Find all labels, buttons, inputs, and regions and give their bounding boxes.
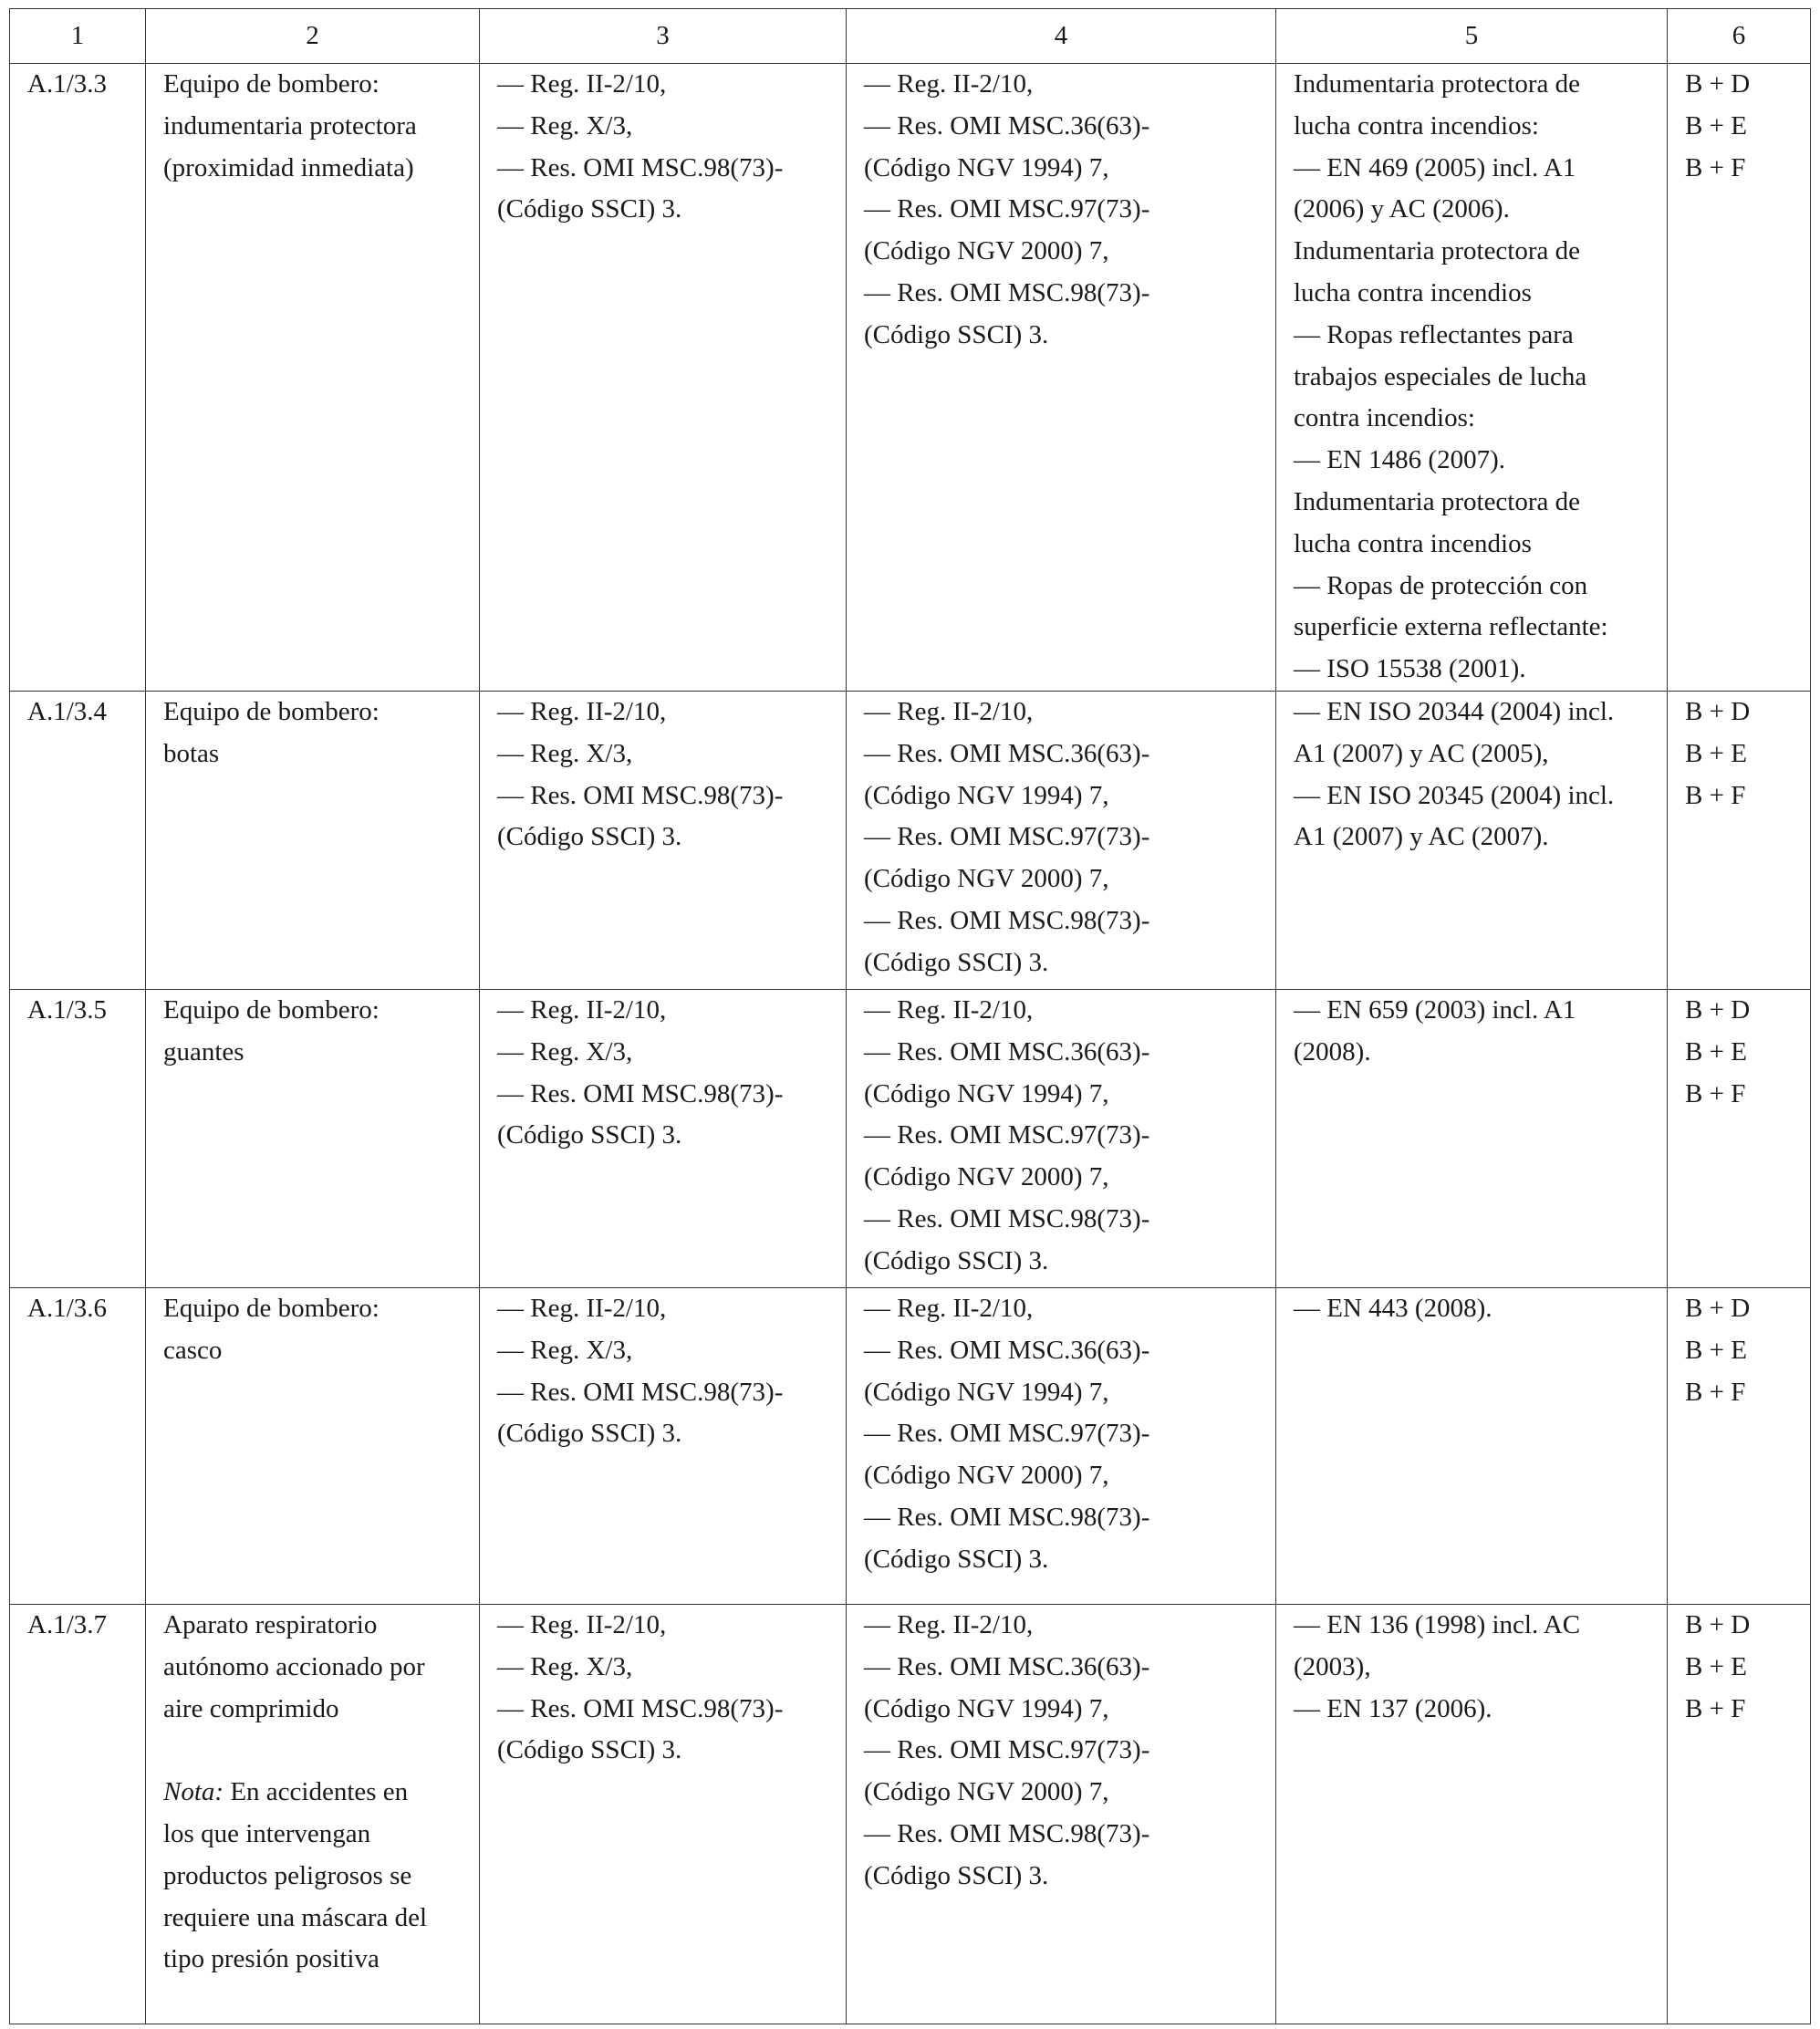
col4-line: — Reg. II-2/10, — [864, 1293, 1034, 1323]
col3-line: — Reg. X/3, — [497, 110, 633, 140]
col5-line: Indumentaria protectora de — [1294, 486, 1581, 516]
col3-line: — Reg. II-2/10, — [497, 994, 667, 1025]
col4-line: — Res. OMI MSC.98(73)- — [864, 1502, 1150, 1532]
col3-line: — Reg. II-2/10, — [497, 1609, 667, 1639]
item-description — [146, 64, 480, 692]
col3-cell — [480, 1287, 847, 1604]
col4-line: (Código NGV 2000) 7, — [864, 1461, 1109, 1491]
col4-cell — [847, 989, 1276, 1287]
column-header-1: 1 — [10, 9, 146, 64]
col4-line: (Código SSCI) 3. — [864, 1544, 1049, 1574]
description-line: Equipo de bombero: — [163, 994, 380, 1025]
col4-line: — Reg. II-2/10, — [864, 69, 1034, 99]
item-code: A.1/3.4 — [10, 691, 146, 989]
col5-line: Indumentaria protectora de — [1294, 236, 1581, 266]
col3-line: — Res. OMI MSC.98(73)- — [497, 780, 784, 810]
col4-line: — Reg. II-2/10, — [864, 696, 1034, 726]
col5-cell — [1276, 989, 1668, 1287]
col4-line: (Código SSCI) 3. — [864, 1860, 1049, 1890]
col4-line: — Res. OMI MSC.97(73)- — [864, 194, 1150, 224]
col4-line: — Reg. II-2/10, — [864, 994, 1034, 1025]
col4-line: — Res. OMI MSC.36(63)- — [864, 738, 1150, 768]
col3-cell — [480, 691, 847, 989]
col4-line: (Código NGV 2000) 7, — [864, 1162, 1109, 1192]
description-line: Equipo de bombero: — [163, 1293, 380, 1323]
col6-line: B + D — [1685, 69, 1751, 99]
col5-cell — [1276, 691, 1668, 989]
col4-line: — Res. OMI MSC.98(73)- — [864, 1203, 1150, 1233]
col3-cell — [480, 989, 847, 1287]
col4-line: — Res. OMI MSC.36(63)- — [864, 1036, 1150, 1067]
col6-cell — [1668, 1604, 1811, 2024]
item-description — [146, 1287, 480, 1604]
col3-line: (Código SSCI) 3. — [497, 1419, 682, 1449]
col4-line: (Código NGV 2000) 7, — [864, 236, 1109, 266]
item-code: A.1/3.7 — [10, 1604, 146, 2024]
col3-line: — Reg. II-2/10, — [497, 1293, 667, 1323]
col5-line: — EN 469 (2005) incl. A1 — [1294, 152, 1576, 182]
col6-line: B + F — [1685, 780, 1746, 810]
col6-line: B + E — [1685, 110, 1747, 140]
description-line: autónomo accionado por — [163, 1651, 425, 1681]
col5-line: — EN 1486 (2007). — [1294, 445, 1505, 475]
col3-line: (Código SSCI) 3. — [497, 1120, 682, 1150]
col5-line: lucha contra incendios — [1294, 277, 1532, 307]
col4-cell — [847, 64, 1276, 692]
col5-line: lucha contra incendios — [1294, 528, 1532, 558]
note-line: requiere una máscara del — [163, 1902, 428, 1932]
col4-line: (Código NGV 2000) 7, — [864, 864, 1109, 894]
col3-line: — Res. OMI MSC.98(73)- — [497, 152, 784, 182]
column-header-6: 6 — [1668, 9, 1811, 64]
note-line: los que intervengan — [163, 1818, 371, 1848]
col3-line: — Res. OMI MSC.98(73)- — [497, 1377, 784, 1407]
col5-line: — EN 659 (2003) incl. A1 — [1294, 994, 1576, 1025]
description-line: Aparato respiratorio — [163, 1609, 378, 1639]
col5-line: lucha contra incendios: — [1294, 110, 1539, 140]
item-description — [146, 691, 480, 989]
description-line: (proximidad inmediata) — [163, 152, 414, 182]
col5-line: trabajos especiales de lucha — [1294, 361, 1587, 391]
col4-line: — Res. OMI MSC.36(63)- — [864, 110, 1150, 140]
col5-line: — EN 443 (2008). — [1294, 1293, 1492, 1323]
col6-line: B + F — [1685, 152, 1746, 182]
col4-line: — Res. OMI MSC.36(63)- — [864, 1335, 1150, 1365]
col5-line: — Ropas reflectantes para — [1294, 319, 1574, 349]
col4-line: (Código NGV 1994) 7, — [864, 1078, 1109, 1108]
col4-line: — Res. OMI MSC.98(73)- — [864, 905, 1150, 935]
col6-line: B + E — [1685, 1335, 1747, 1365]
col6-cell — [1668, 1287, 1811, 1604]
col6-line: B + E — [1685, 1651, 1747, 1681]
col6-line: B + D — [1685, 696, 1751, 726]
col3-line: — Reg. X/3, — [497, 1036, 633, 1067]
item-code: A.1/3.5 — [10, 989, 146, 1287]
col5-line: (2003), — [1294, 1651, 1371, 1681]
col6-line: B + E — [1685, 738, 1747, 768]
col4-line: (Código NGV 2000) 7, — [864, 1777, 1109, 1807]
col4-line: — Res. OMI MSC.36(63)- — [864, 1651, 1150, 1681]
table-row — [10, 691, 1811, 989]
col4-line: (Código NGV 1994) 7, — [864, 152, 1109, 182]
col5-line: contra incendios: — [1294, 403, 1475, 433]
col5-line: (2008). — [1294, 1036, 1371, 1067]
col4-cell — [847, 1604, 1276, 2024]
column-header-4: 4 — [847, 9, 1276, 64]
col4-line: (Código SSCI) 3. — [864, 319, 1049, 349]
item-description — [146, 1604, 480, 2024]
col3-line: — Res. OMI MSC.98(73)- — [497, 1078, 784, 1108]
standards-table — [9, 8, 1811, 2024]
col6-line: B + F — [1685, 1078, 1746, 1108]
col4-line: (Código SSCI) 3. — [864, 1245, 1049, 1275]
col5-line: Indumentaria protectora de — [1294, 69, 1581, 99]
col6-cell — [1668, 691, 1811, 989]
col4-cell — [847, 691, 1276, 989]
header-row — [10, 9, 1811, 64]
col3-cell — [480, 64, 847, 692]
col6-line: B + F — [1685, 1693, 1746, 1723]
column-header-5: 5 — [1276, 9, 1668, 64]
note-line: productos peligrosos se — [163, 1860, 412, 1890]
item-code: A.1/3.3 — [10, 64, 146, 692]
description-line: Equipo de bombero: — [163, 69, 380, 99]
col3-line: — Reg. X/3, — [497, 1651, 633, 1681]
description-line: botas — [163, 738, 220, 768]
col6-line: B + E — [1685, 1036, 1747, 1067]
col4-line: (Código NGV 1994) 7, — [864, 780, 1109, 810]
col6-cell — [1668, 989, 1811, 1287]
col5-cell — [1276, 1604, 1668, 2024]
col5-line: — Ropas de protección con — [1294, 570, 1588, 600]
col5-line: — ISO 15538 (2001). — [1294, 654, 1526, 684]
description-line: aire comprimido — [163, 1693, 339, 1723]
note-line: tipo presión positiva — [163, 1944, 380, 1974]
col3-line: — Reg. X/3, — [497, 738, 633, 768]
col4-line: — Res. OMI MSC.97(73)- — [864, 1735, 1150, 1765]
col4-line: — Res. OMI MSC.98(73)- — [864, 277, 1150, 307]
table-row — [10, 64, 1811, 692]
col6-cell — [1668, 64, 1811, 692]
item-code: A.1/3.6 — [10, 1287, 146, 1604]
col4-line: (Código NGV 1994) 7, — [864, 1693, 1109, 1723]
col4-line: — Res. OMI MSC.97(73)- — [864, 822, 1150, 852]
col5-line: — EN ISO 20344 (2004) incl. — [1294, 696, 1615, 726]
col3-line: — Reg. X/3, — [497, 1335, 633, 1365]
col5-line: — EN 137 (2006). — [1294, 1693, 1492, 1723]
col5-cell — [1276, 64, 1668, 692]
col4-line: — Res. OMI MSC.98(73)- — [864, 1818, 1150, 1848]
col3-line: (Código SSCI) 3. — [497, 1735, 682, 1765]
col4-line: — Reg. II-2/10, — [864, 1609, 1034, 1639]
description-line: casco — [163, 1335, 223, 1365]
table-row — [10, 1604, 1811, 2024]
note-text: En accidentes en — [224, 1777, 409, 1807]
col4-line: (Código NGV 1994) 7, — [864, 1377, 1109, 1407]
paragraph-gap — [163, 1730, 479, 1772]
col3-line: — Reg. II-2/10, — [497, 69, 667, 99]
col6-line: B + D — [1685, 1293, 1751, 1323]
col5-line: — EN 136 (1998) incl. AC — [1294, 1609, 1581, 1639]
col5-line: A1 (2007) y AC (2007). — [1294, 822, 1549, 852]
item-description — [146, 989, 480, 1287]
col4-cell — [847, 1287, 1276, 1604]
col5-line: — EN ISO 20345 (2004) incl. — [1294, 780, 1615, 810]
col6-line: B + D — [1685, 1609, 1751, 1639]
col6-line: B + D — [1685, 994, 1751, 1025]
col4-line: (Código SSCI) 3. — [864, 947, 1049, 977]
col4-line: — Res. OMI MSC.97(73)- — [864, 1419, 1150, 1449]
col3-cell — [480, 1604, 847, 2024]
col5-line: (2006) y AC (2006). — [1294, 194, 1510, 224]
column-header-3: 3 — [480, 9, 847, 64]
column-header-2: 2 — [146, 9, 480, 64]
col6-line: B + F — [1685, 1377, 1746, 1407]
description-line: indumentaria protectora — [163, 110, 417, 140]
note-label: Nota: — [163, 1777, 224, 1807]
table-row — [10, 989, 1811, 1287]
description-line: guantes — [163, 1036, 244, 1067]
col5-cell — [1276, 1287, 1668, 1604]
col5-line: A1 (2007) y AC (2005), — [1294, 738, 1549, 768]
note-first-line — [163, 1772, 479, 1814]
col3-line: (Código SSCI) 3. — [497, 194, 682, 224]
col3-line: — Res. OMI MSC.98(73)- — [497, 1693, 784, 1723]
col3-line: — Reg. II-2/10, — [497, 696, 667, 726]
table-row — [10, 1287, 1811, 1604]
description-line: Equipo de bombero: — [163, 696, 380, 726]
col3-line: (Código SSCI) 3. — [497, 822, 682, 852]
col5-line: superficie externa reflectante: — [1294, 612, 1608, 642]
col4-line: — Res. OMI MSC.97(73)- — [864, 1120, 1150, 1150]
